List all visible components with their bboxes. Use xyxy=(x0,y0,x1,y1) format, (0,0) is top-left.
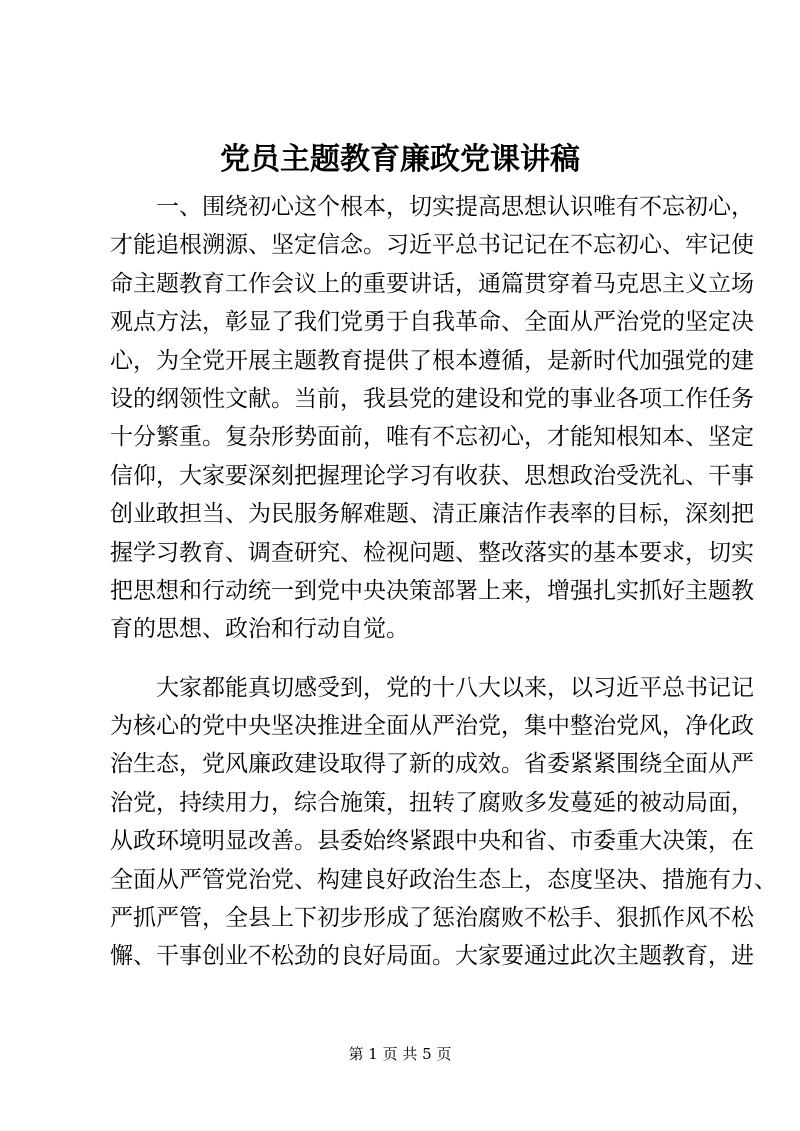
text-line: 为核心的党中央坚决推进全面从严治党，集中整治党风，净化政 xyxy=(110,713,754,740)
text-line: 治党，持续用力，综合施策，扭转了腐败多发蔓延的被动局面， xyxy=(110,789,754,816)
text-line: 心，为全党开展主题教育提供了根本遵循，是新时代加强党的建 xyxy=(110,347,754,374)
text-line: 懈、干事创业不松劲的良好局面。大家要通过此次主题教育，进 xyxy=(110,943,754,970)
text-line: 观点方法，彰显了我们党勇于自我革命、全面从严治党的坚定决 xyxy=(110,309,754,336)
text-line: 育的思想、政治和行动自觉。 xyxy=(110,616,409,643)
paragraph xyxy=(110,188,754,649)
text-line: 全面从严管党治党、构建良好政治生态上，态度坚决、措施有力、 xyxy=(110,866,777,893)
text-line: 大家都能真切感受到，党的十八大以来，以习近平总书记记 xyxy=(110,674,754,701)
text-line: 十分繁重。复杂形势面前，唯有不忘初心，才能知根知本、坚定 xyxy=(110,424,754,451)
text-line: 创业敢担当、为民服务解难题、清正廉洁作表率的目标，深刻把 xyxy=(110,501,754,528)
text-line: 一、围绕初心这个根本，切实提高思想认识唯有不忘初心， xyxy=(110,194,754,220)
text-line: 设的纲领性文献。当前，我县党的建设和党的事业各项工作任务 xyxy=(110,385,754,412)
text-line: 握学习教育、调查研究、检视问题、整改落实的基本要求，切实 xyxy=(110,539,754,566)
text-line: 信仰，大家要深刻把握理论学习有收获、思想政治受洗礼、干事 xyxy=(110,462,754,489)
document-title: 党员主题教育廉政党课讲稿 xyxy=(220,142,580,177)
text-line: 命主题教育工作会议上的重要讲话，通篇贯穿着马克思主义立场 xyxy=(110,270,754,297)
text-line: 严抓严管，全县上下初步形成了惩治腐败不松手、狠抓作风不松 xyxy=(110,905,754,932)
text-line: 才能追根溯源、坚定信念。习近平总书记记在不忘初心、牢记使 xyxy=(110,232,754,259)
text-line: 从政环境明显改善。县委始终紧跟中央和省、市委重大决策，在 xyxy=(110,828,754,855)
document-body xyxy=(110,188,777,976)
text-line: 治生态，党风廉政建设取得了新的成效。省委紧紧围绕全面从严 xyxy=(110,751,754,778)
text-line: 把思想和行动统一到党中央决策部署上来，增强扎实抓好主题教 xyxy=(110,577,754,604)
paragraph xyxy=(110,669,777,976)
page-footer: 第 1 页 共 5 页 xyxy=(348,1045,452,1063)
